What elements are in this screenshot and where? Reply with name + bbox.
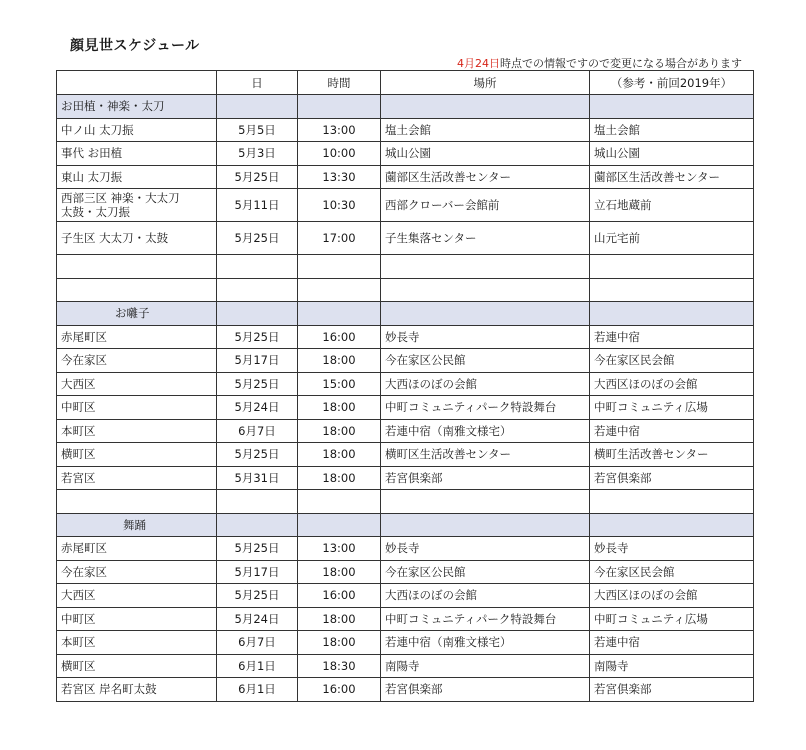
cell-day: 5月24日 xyxy=(217,607,298,631)
cell-name: 若宮区 岸名町太鼓 xyxy=(57,678,217,702)
empty-row xyxy=(57,255,754,279)
cell-day: 6月7日 xyxy=(217,419,298,443)
cell-ref: 薗部区生活改善センター xyxy=(590,165,754,189)
table-row xyxy=(57,142,754,166)
cell-time: 18:00 xyxy=(298,631,381,655)
cell-day: 5月17日 xyxy=(217,349,298,373)
cell-ref: 中町コミュニティ広場 xyxy=(590,607,754,631)
table-row xyxy=(57,349,754,373)
cell-day: 5月25日 xyxy=(217,537,298,561)
cell-name: 中町区 xyxy=(57,607,217,631)
cell-name: 横町区 xyxy=(57,443,217,467)
cell-day: 5月5日 xyxy=(217,118,298,142)
cell-name: 中ノ山 太刀振 xyxy=(57,118,217,142)
table-row xyxy=(57,537,754,561)
section-label: お田植・神楽・太刀 xyxy=(57,95,217,119)
cell-place: 妙長寺 xyxy=(381,537,590,561)
cell-time: 18:30 xyxy=(298,654,381,678)
cell-time: 18:00 xyxy=(298,443,381,467)
cell-time: 15:00 xyxy=(298,372,381,396)
cell-name: 本町区 xyxy=(57,419,217,443)
cell-day: 5月25日 xyxy=(217,372,298,396)
cell-day: 5月25日 xyxy=(217,443,298,467)
cell-place: 中町コミュニティパーク特設舞台 xyxy=(381,607,590,631)
section-row xyxy=(57,95,754,119)
header-time: 時間 xyxy=(298,71,381,95)
cell-day: 5月3日 xyxy=(217,142,298,166)
cell-place: 中町コミュニティパーク特設舞台 xyxy=(381,396,590,420)
schedule-table xyxy=(56,70,754,702)
header-ref: （参考・前回2019年） xyxy=(590,71,754,95)
cell-place: 若宮倶楽部 xyxy=(381,466,590,490)
cell-name: 今在家区 xyxy=(57,560,217,584)
cell-day: 6月1日 xyxy=(217,654,298,678)
table-row xyxy=(57,325,754,349)
cell-name: 今在家区 xyxy=(57,349,217,373)
table-row xyxy=(57,654,754,678)
cell-ref: 若連中宿 xyxy=(590,631,754,655)
table-row xyxy=(57,165,754,189)
cell-ref: 若連中宿 xyxy=(590,419,754,443)
cell-time: 18:00 xyxy=(298,607,381,631)
empty-row xyxy=(57,278,754,302)
cell-day: 6月7日 xyxy=(217,631,298,655)
section-label: お囃子 xyxy=(57,302,217,326)
table-row xyxy=(57,466,754,490)
cell-ref: 山元宅前 xyxy=(590,222,754,255)
cell-time: 10:00 xyxy=(298,142,381,166)
cell-place: 今在家区公民館 xyxy=(381,560,590,584)
cell-name: 若宮区 xyxy=(57,466,217,490)
cell-name: 赤尾町区 xyxy=(57,537,217,561)
empty-row xyxy=(57,490,754,514)
table-row xyxy=(57,443,754,467)
cell-ref: 妙長寺 xyxy=(590,537,754,561)
cell-time: 16:00 xyxy=(298,325,381,349)
cell-ref: 塩土会館 xyxy=(590,118,754,142)
cell-time: 17:00 xyxy=(298,222,381,255)
cell-day: 5月24日 xyxy=(217,396,298,420)
section-row xyxy=(57,513,754,537)
cell-ref: 今在家区民会館 xyxy=(590,349,754,373)
cell-ref: 南陽寺 xyxy=(590,654,754,678)
cell-time: 13:00 xyxy=(298,537,381,561)
cell-place: 若連中宿（南雅文様宅） xyxy=(381,419,590,443)
cell-day: 5月25日 xyxy=(217,165,298,189)
update-note xyxy=(457,55,742,71)
cell-time: 18:00 xyxy=(298,396,381,420)
cell-place: 子生集落センター xyxy=(381,222,590,255)
cell-name: 大西区 xyxy=(57,584,217,608)
cell-name: 中町区 xyxy=(57,396,217,420)
table-row xyxy=(57,631,754,655)
table-row xyxy=(57,419,754,443)
header-place: 場所 xyxy=(381,71,590,95)
cell-name-line1: 西部三区 神楽・大太刀 xyxy=(61,191,180,205)
cell-place: 若宮倶楽部 xyxy=(381,678,590,702)
cell-place: 若連中宿（南雅文様宅） xyxy=(381,631,590,655)
cell-ref: 大西区ほのぼの会館 xyxy=(590,584,754,608)
header-row xyxy=(57,71,754,95)
cell-name: 事代 お田植 xyxy=(57,142,217,166)
cell-name: 東山 太刀振 xyxy=(57,165,217,189)
cell-name xyxy=(57,189,217,222)
cell-time: 13:00 xyxy=(298,118,381,142)
cell-ref: 今在家区民会館 xyxy=(590,560,754,584)
cell-time: 13:30 xyxy=(298,165,381,189)
cell-name: 横町区 xyxy=(57,654,217,678)
table-row xyxy=(57,396,754,420)
table-row xyxy=(57,584,754,608)
header-day: 日 xyxy=(217,71,298,95)
cell-day: 5月25日 xyxy=(217,584,298,608)
cell-day: 5月25日 xyxy=(217,325,298,349)
cell-ref: 立石地蔵前 xyxy=(590,189,754,222)
table-row xyxy=(57,560,754,584)
cell-place: 南陽寺 xyxy=(381,654,590,678)
cell-time: 18:00 xyxy=(298,466,381,490)
cell-time: 16:00 xyxy=(298,678,381,702)
cell-name: 赤尾町区 xyxy=(57,325,217,349)
cell-place: 横町区生活改善センター xyxy=(381,443,590,467)
cell-place: 薗部区生活改善センター xyxy=(381,165,590,189)
cell-place: 妙長寺 xyxy=(381,325,590,349)
cell-time: 18:00 xyxy=(298,560,381,584)
table-row xyxy=(57,607,754,631)
cell-day: 5月25日 xyxy=(217,222,298,255)
cell-ref: 若連中宿 xyxy=(590,325,754,349)
cell-ref: 若宮倶楽部 xyxy=(590,678,754,702)
cell-day: 5月11日 xyxy=(217,189,298,222)
table-row xyxy=(57,189,754,222)
page-title: 顔見世スケジュール xyxy=(70,38,200,54)
table-row xyxy=(57,118,754,142)
cell-time: 18:00 xyxy=(298,349,381,373)
cell-ref: 中町コミュニティ広場 xyxy=(590,396,754,420)
cell-place: 今在家区公民館 xyxy=(381,349,590,373)
cell-time: 10:30 xyxy=(298,189,381,222)
cell-place: 西部クローバー会館前 xyxy=(381,189,590,222)
cell-ref: 若宮倶楽部 xyxy=(590,466,754,490)
cell-ref: 横町生活改善センター xyxy=(590,443,754,467)
cell-name: 子生区 大太刀・太鼓 xyxy=(57,222,217,255)
cell-place: 城山公園 xyxy=(381,142,590,166)
cell-day: 5月17日 xyxy=(217,560,298,584)
cell-time: 16:00 xyxy=(298,584,381,608)
cell-day: 6月1日 xyxy=(217,678,298,702)
section-row xyxy=(57,302,754,326)
note-date: 4月24日 xyxy=(457,57,500,70)
header-name xyxy=(57,71,217,95)
cell-day: 5月31日 xyxy=(217,466,298,490)
note-text: 時点での情報ですので変更になる場合があります xyxy=(500,57,742,70)
table-row xyxy=(57,222,754,255)
cell-place: 大西ほのぼの会館 xyxy=(381,584,590,608)
cell-time: 18:00 xyxy=(298,419,381,443)
cell-name: 大西区 xyxy=(57,372,217,396)
cell-ref: 城山公園 xyxy=(590,142,754,166)
cell-ref: 大西区ほのぼの会館 xyxy=(590,372,754,396)
cell-place: 大西ほのぼの会館 xyxy=(381,372,590,396)
cell-name-line2: 太鼓・太刀振 xyxy=(61,205,130,219)
table-row xyxy=(57,678,754,702)
cell-place: 塩土会館 xyxy=(381,118,590,142)
section-label: 舞踊 xyxy=(57,513,217,537)
table-row xyxy=(57,372,754,396)
cell-name: 本町区 xyxy=(57,631,217,655)
